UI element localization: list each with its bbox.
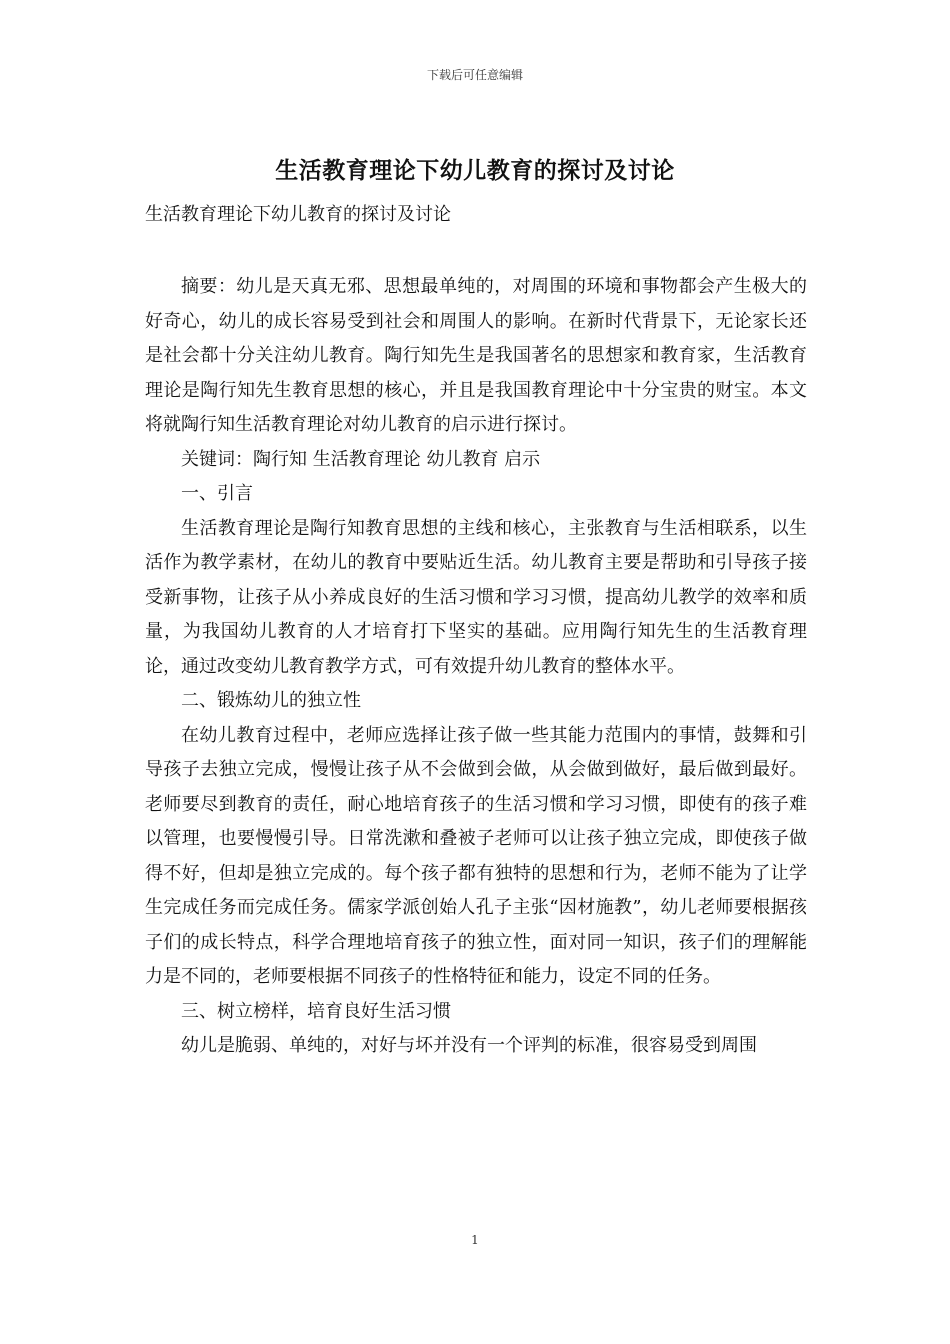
section-heading-independence: 二、锻炼幼儿的独立性 xyxy=(181,690,361,711)
document-body xyxy=(145,270,807,1064)
document-title: 生活教育理论下幼儿教育的探讨及讨论 xyxy=(275,157,675,184)
section-heading-role-models: 三、树立榜样，培育良好生活习惯 xyxy=(181,1000,451,1022)
body-paragraph: 幼儿是脆弱、单纯的，对好与坏并没有一个评判的标准，很容易受到周围 xyxy=(181,1035,757,1056)
abstract-paragraph: 摘要：幼儿是天真无邪、思想最单纯的，对周围的环境和事物都会产生极大的好奇心，幼儿的成长容易受到社会和周围人的影响。在新时代背景下，无论家长还是社会都十分关注幼儿教育。陶行知先生是我国著名的思想家和教育家，生活教育理论是陶行知先生教育思想的核心，并且是我国教育理论中十分宝贵的财宝。本文将就陶行知生活教育理论对幼儿教育的启示进行探讨。 xyxy=(145,276,807,435)
document-subtitle: 生活教育理论下幼儿教育的探讨及讨论 xyxy=(145,204,451,225)
keywords-line: 关键词：陶行知 生活教育理论 幼儿教育 启示 xyxy=(181,448,541,470)
body-paragraph: 在幼儿教育过程中，老师应选择让孩子做一些其能力范围内的事情，鼓舞和引导孩子去独立完成，慢慢让孩子从不会做到会做，从会做到做好，最后做到最好。老师要尽到教育的责任，耐心地培育孩子的生活习惯和学习习惯，即使有的孩子难以管理，也要慢慢引导。日常洗漱和叠被子老师可以让孩子独立完成，即使孩子做得不好，但却是独立完成的。每个孩子都有独特的思想和行为，老师不能为了让学生完成任务而完成任务。儒家学派创始人孔子主张“因材施教”，幼儿老师要根据孩子们的成长特点，科学合理地培育孩子的独立性，面对同一知识，孩子们的理解能力是不同的，老师要根据不同孩子的性格特征和能力，设定不同的任务。 xyxy=(145,724,807,987)
page-header-note: 下载后可任意编辑 xyxy=(426,68,523,82)
body-paragraph: 生活教育理论是陶行知教育思想的主线和核心，主张教育与生活相联系，以生活作为教学素材，在幼儿的教育中要贴近生活。幼儿教育主要是帮助和引导孩子接受新事物，让孩子从小养成良好的生活习惯和学习习惯，提高幼儿教学的效率和质量，为我国幼儿教育的人才培育打下坚实的基础。应用陶行知先生的生活教育理论，通过改变幼儿教育教学方式，可有效提升幼儿教育的整体水平。 xyxy=(145,517,807,677)
page-number: 1 xyxy=(471,1233,479,1247)
section-heading-introduction: 一、引言 xyxy=(181,483,253,504)
